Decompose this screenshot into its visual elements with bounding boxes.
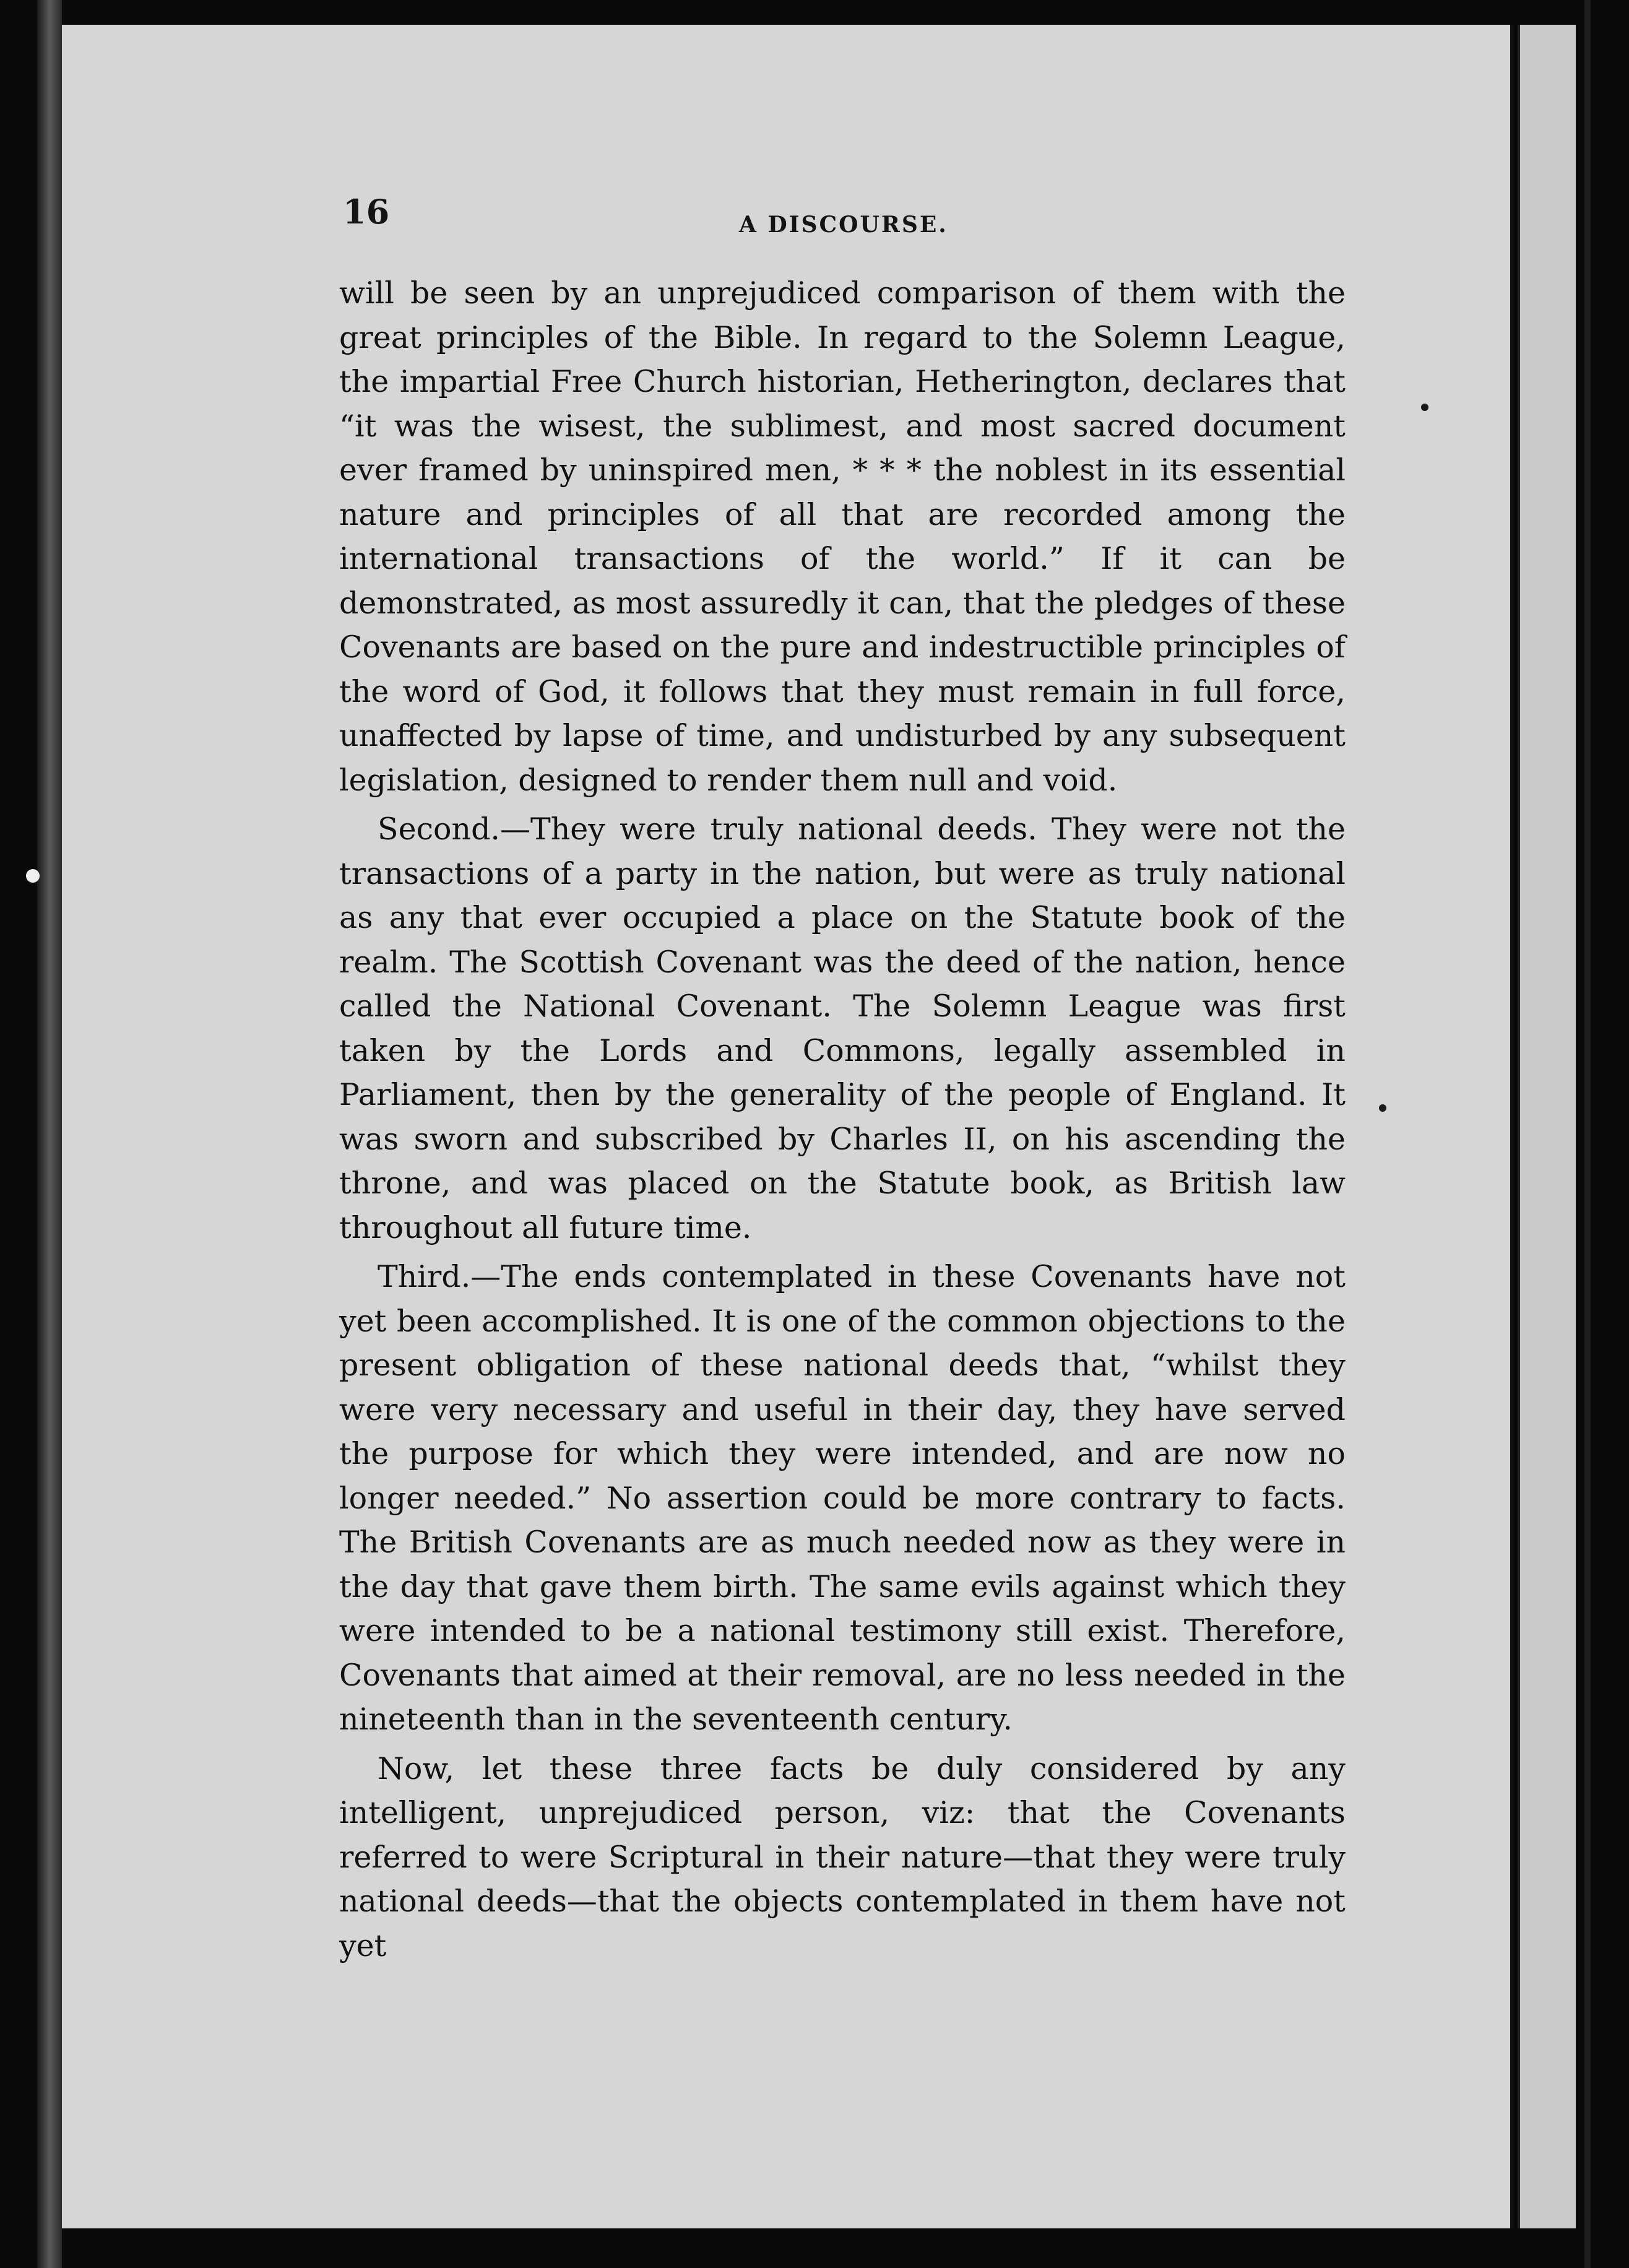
running-head: A DISCOURSE. [739,212,948,238]
paragraph-1: will be seen by an unprejudiced comparison of them with the great principles of the Bible. In regard to the Solemn League, the impartial Free Church historian, Hetherington, declares that “it was the wisest, the sublimest, and most sacred document ever framed by uninspired men, * * * the noblest in its essential nature and principles of all that are recorded among the international transactions of the world.” If it can be demonstrated, as most assuredly it can, that the pledges of these Covenants are based on the pure and indestructible principles of the word of God, it follows that they must remain in full force, unaffected by lapse of time, and undisturbed by any subsequent legislation, designed to render them null and void. [339,275,1346,798]
paragraph-4: Now, let these three facts be duly considered by any intelligent, unprejudiced person, viz: that the Covenants referred to were Scriptural in their nature—that they were truly national deeds—that the objects contemplated in them have not yet [339,1751,1346,1963]
page-header [343,192,1346,241]
scan-speck [26,869,40,883]
adjacent-page-strip [1518,25,1576,2228]
body-text [339,271,1346,1973]
page-number: 16 [343,192,390,232]
scan-speck [1379,1104,1386,1112]
paragraph-2: Second.—They were truly national deeds. They were not the transactions of a party in the nation, but were as truly national as any that ever occupied a place on the Statute book of the realm. The Scottish Covenant was the deed of the nation, hence called the National Covenant. The Solemn League was first taken by the Lords and Commons, legally assembled in Parliament, then by the generality of the people of England. It was sworn and subscribed by Charles II, on his ascending the throne, and was placed on the Statute book, as British law throughout all future time. [339,812,1346,1245]
paragraph-3: Third.—The ends contemplated in these Covenants have not yet been accomplished. It is one of the common objections to the present obligation of these national deeds that, “whilst they were very necessary and useful in their day, they have served the purpose for which they were intended, and are now no longer needed.” No assertion could be more contrary to facts. The British Covenants are as much needed now as they were in the day that gave them birth. The same evils against which they were intended to be a national testimony still exist. Therefore, Covenants that aimed at their removal, are no less needed in the nineteenth than in the seventeenth century. [339,1259,1346,1737]
book-binding-shadow [1584,0,1591,2268]
book-left-edge [37,0,62,2268]
scan-speck [1421,404,1428,411]
